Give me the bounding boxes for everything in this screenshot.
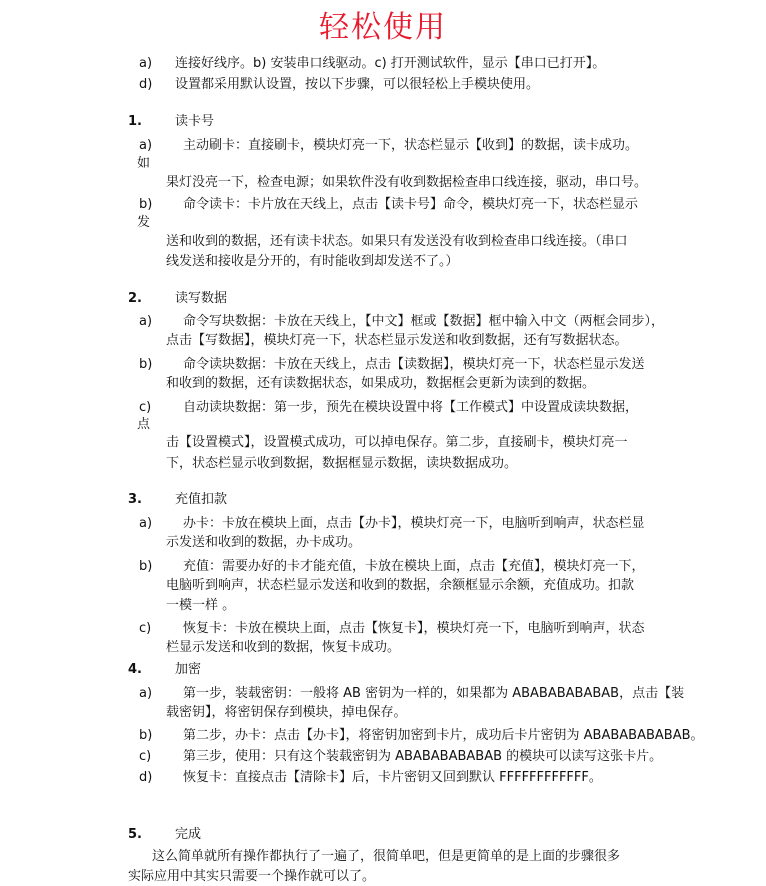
paragraph-line: 恢复卡：直接点击【清除卡】后，卡片密钥又回到默认 FFFFFFFFFFFF。 — [183, 770, 602, 785]
paragraph-line: 击【设置模式】，设置模式成功，可以掉电保存。第二步，直接刷卡，模块灯亮一 — [166, 435, 628, 450]
paragraph-line: 实际应用中其实只需要一个操作就可以了。 — [128, 869, 376, 884]
section-number: 5. — [128, 827, 142, 842]
list-marker: c) — [139, 749, 152, 764]
paragraph-line: 第一步，装载密钥：一般将 AB 密钥为一样的，如果都为 ABABABABABAB，点击【装 — [183, 686, 685, 701]
paragraph-line: 办卡：卡放在模块上面，点击【办卡】，模块灯亮一下，电脑听到响声，状态栏显 — [183, 516, 645, 531]
section-number: 3. — [128, 492, 142, 507]
list-marker: a) — [139, 686, 153, 701]
paragraph-line: 充值：需要办好的卡才能充值，卡放在模块上面，点击【充值】，模块灯亮一下， — [183, 559, 645, 574]
list-marker: a) — [139, 314, 153, 329]
paragraph-line: 下，状态栏显示收到数据，数据框显示数据，读块数据成功。 — [166, 456, 518, 471]
section-number: 2. — [128, 291, 142, 306]
paragraph-line: 线发送和接收是分开的，有时能收到却发送不了。） — [166, 254, 459, 269]
paragraph-line: 命令读块数据：卡放在天线上，点击【读数据】，模块灯亮一下，状态栏显示发送 — [183, 357, 645, 372]
wrap-char: 点 — [137, 417, 151, 432]
list-marker: b) — [139, 357, 153, 372]
section-heading: 加密 — [175, 662, 202, 677]
section-heading: 充值扣款 — [175, 492, 228, 507]
list-marker: b) — [139, 197, 153, 212]
wrap-char: 如 — [137, 156, 151, 171]
section-heading: 完成 — [175, 827, 202, 842]
paragraph-line: 命令写块数据：卡放在天线上，【中文】框或【数据】框中输入中文（两框会同步）， — [183, 314, 665, 329]
paragraph-line: 电脑听到响声，状态栏显示发送和收到的数据，余额框显示余额，充值成功。扣款 — [166, 578, 635, 593]
section-heading: 读卡号 — [175, 114, 215, 129]
paragraph-line: 自动读块数据：第一步，预先在模块设置中将【工作模式】中设置成读块数据， — [183, 400, 639, 415]
list-marker: a) — [139, 138, 153, 153]
list-marker: a) — [139, 56, 153, 71]
paragraph-line: 第三步，使用：只有这个装载密钥为 ABABABABABAB 的模块可以读写这张卡片。 — [183, 749, 663, 764]
paragraph-line: 恢复卡：卡放在模块上面，点击【恢复卡】，模块灯亮一下，电脑听到响声，状态 — [183, 621, 645, 636]
paragraph-line: 和收到的数据，还有读数据状态，如果成功，数据框会更新为读到的数据。 — [166, 376, 596, 391]
list-marker: c) — [139, 621, 152, 636]
paragraph-line: 栏显示发送和收到的数据，恢复卡成功。 — [166, 640, 401, 655]
list-marker: d) — [139, 77, 153, 92]
list-marker: b) — [139, 559, 153, 574]
list-marker: a) — [139, 516, 153, 531]
paragraph-line: 送和收到的数据，还有读卡状态。如果只有发送没有收到检查串口线连接。（串口 — [166, 234, 628, 249]
paragraph-line: 这么简单就所有操作都执行了一遍了，很简单吧，但是更简单的是上面的步骤很多 — [152, 849, 621, 864]
paragraph-line: 第二步，办卡：点击【办卡】，将密钥加密到卡片，成功后卡片密钥为 ABABABABABAB。 — [183, 728, 704, 743]
list-marker: d) — [139, 770, 153, 785]
paragraph-line: 命令读卡：卡片放在天线上，点击【读卡号】命令，模块灯亮一下，状态栏显示 — [183, 197, 639, 212]
paragraph-line: 载密钥】，将密钥保存到模块，掉电保存。 — [166, 705, 407, 720]
section-number: 1. — [128, 114, 142, 129]
paragraph-line: 主动刷卡：直接刷卡，模块灯亮一下，状态栏显示【收到】的数据，读卡成功。 — [183, 138, 639, 153]
intro-step-abc: 连接好线序。b) 安装串口线驱动。c) 打开测试软件，显示【串口已打开】。 — [175, 56, 606, 71]
section-heading: 读写数据 — [175, 291, 228, 306]
paragraph-line: 一模一样 。 — [166, 598, 236, 613]
list-marker: b) — [139, 728, 153, 743]
paragraph-line: 点击【写数据】，模块灯亮一下，状态栏显示发送和收到数据，还有写数据状态。 — [166, 333, 628, 348]
section-number: 4. — [128, 662, 142, 677]
wrap-char: 发 — [137, 215, 151, 230]
paragraph-line: 果灯没亮一下，检查电源；如果软件没有收到数据检查串口线连接，驱动，串口号。 — [166, 175, 648, 190]
page-title: 轻松使用 — [319, 10, 447, 45]
list-marker: c) — [139, 400, 152, 415]
paragraph-line: 示发送和收到的数据，办卡成功。 — [166, 535, 362, 550]
intro-step-d: 设置都采用默认设置，按以下步骤，可以很轻松上手模块使用。 — [175, 77, 540, 92]
